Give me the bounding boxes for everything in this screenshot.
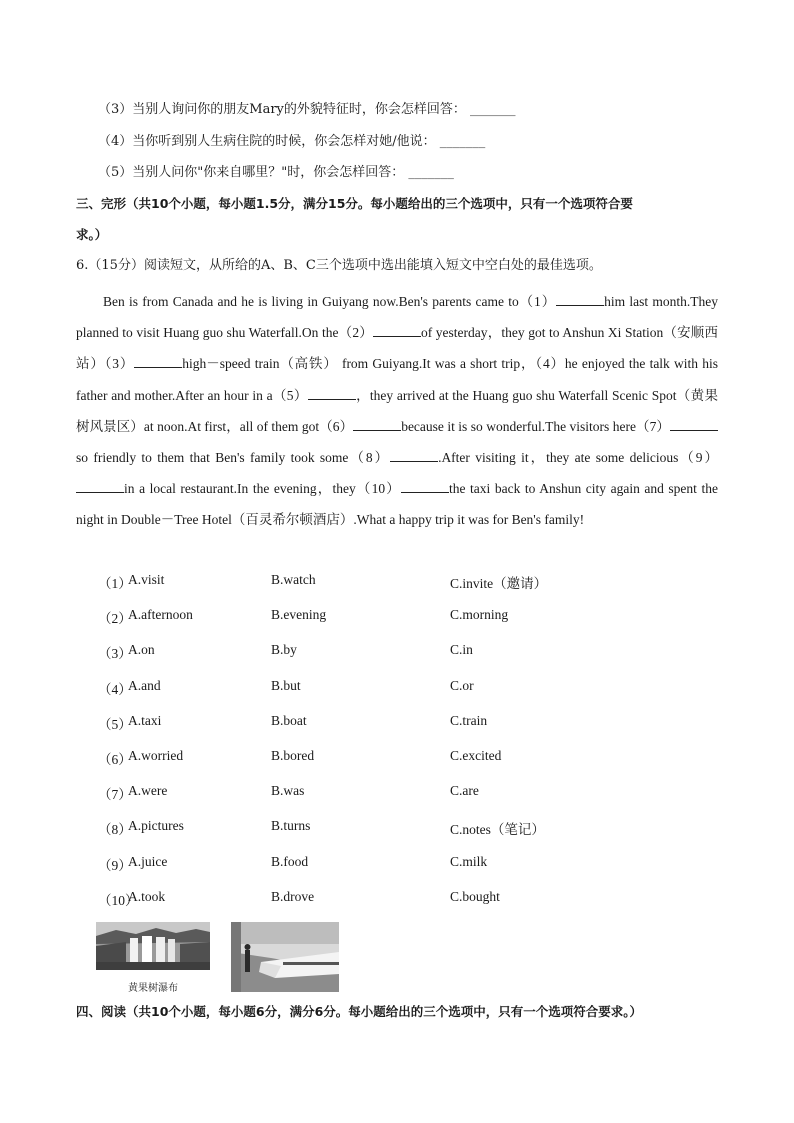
blank-9[interactable] (76, 480, 124, 493)
option-b[interactable]: B.boat (271, 712, 307, 728)
option-row (98, 818, 698, 836)
option-row (98, 854, 698, 872)
option-a[interactable]: A.took (128, 888, 166, 904)
blank-7[interactable] (670, 418, 718, 431)
section-3-heading-cont: 求。） (76, 227, 108, 242)
option-row (98, 713, 698, 731)
question-item-5: （5）当别人问你"你来自哪里？"时，你会怎样回答： _______ (98, 165, 454, 180)
option-a[interactable]: A.on (128, 642, 155, 658)
passage-text: of yesterday，they got to Anshun Xi Station（安顺西站）（3） (76, 325, 718, 372)
option-row (98, 607, 698, 625)
passage-text: Ben is from Canada and he is living in Guiyang now.Ben's parents came to（1） (103, 294, 557, 309)
option-row (98, 783, 698, 801)
option-a[interactable]: A.visit (128, 572, 165, 587)
option-a[interactable]: A.worried (128, 748, 184, 763)
option-c[interactable]: C.train (450, 712, 488, 728)
option-b[interactable]: B.by (271, 642, 297, 658)
option-row (98, 642, 698, 660)
option-row (98, 678, 698, 696)
option-b[interactable]: B.was (271, 783, 305, 799)
blank-5[interactable] (308, 387, 356, 400)
option-number: （9） (98, 857, 132, 873)
question-item-4: （4）当你听到别人生病住院的时候，你会怎样对她/他说： _______ (98, 134, 486, 149)
option-number: （8） (98, 822, 132, 838)
option-b[interactable]: B.watch (271, 572, 316, 587)
passage-text: ，they arrived at the Huang guo shu Waterfall Scenic Spot（黄果树风景区）at noon.At first，all of them got（6） (76, 387, 718, 434)
option-c[interactable]: C.in (450, 642, 473, 658)
option-number: （7） (98, 787, 132, 803)
option-c[interactable]: C.bought (450, 888, 500, 904)
blank-6[interactable] (353, 418, 401, 431)
option-b[interactable]: B.drove (271, 888, 315, 904)
option-row (98, 748, 698, 766)
option-number: （5） (98, 716, 132, 732)
passage-text: him last month.They planned to visit Huang guo shu Waterfall.On the（2） (76, 294, 718, 341)
option-b[interactable]: B.turns (271, 818, 311, 834)
passage-text: the taxi back to Anshun city again and spent the night in Double－Tree Hotel（百灵希尔顿酒店）.What a happy trip it was for Ben's family! (76, 481, 718, 528)
passage-text: high－speed train（高铁） from Guiyang.It was a short trip，（4） (182, 356, 565, 372)
cloze-passage (76, 286, 718, 536)
blank-8[interactable] (390, 449, 438, 462)
passage-text: because it is so wonderful.The visitors here（7） (401, 418, 671, 434)
blank-1[interactable] (556, 293, 604, 306)
passage-text: so friendly to them that Ben's family took some（8） (76, 450, 391, 466)
option-b[interactable]: B.food (271, 853, 309, 869)
option-number: （1） (98, 576, 132, 591)
train-photo (231, 922, 339, 992)
blank-10[interactable] (401, 480, 449, 493)
option-row (98, 889, 698, 907)
option-a[interactable]: A.were (128, 783, 168, 799)
option-b[interactable]: B.evening (271, 607, 327, 623)
option-a[interactable]: A.juice (128, 853, 168, 869)
option-c[interactable]: C.morning (450, 607, 509, 623)
passage-text: .After visiting it，they ate some delicious（9） (438, 450, 718, 466)
blank-3[interactable] (134, 355, 182, 368)
option-number: （2） (98, 611, 132, 627)
blank-2[interactable] (373, 324, 421, 337)
question-item-3: （3）当别人询问你的朋友Mary的外貌特征时，你会怎样回答： _______ (98, 102, 516, 117)
waterfall-caption: 黄果树瀑布 (128, 983, 178, 994)
passage-text: he enjoyed the talk with his father and mother.After an hour in a（5） (76, 356, 719, 403)
option-a[interactable]: A.and (128, 677, 161, 693)
waterfall-photo (96, 922, 210, 970)
section-3-heading: 三、完形（共10个小题，每小题1.5分，满分15分。每小题给出的三个选项中，只有一个选项符合要 (76, 196, 633, 211)
option-a[interactable]: A.taxi (128, 712, 162, 728)
option-number: （3） (98, 646, 132, 662)
option-number: （10） (98, 892, 139, 908)
option-number: （6） (98, 752, 132, 767)
option-number: （4） (98, 681, 132, 697)
option-c[interactable]: C.excited (450, 748, 502, 763)
question-6-intro: 6.（15分）阅读短文，从所给的A、B、C三个选项中选出能填入短文中空白处的最佳选项。 (76, 258, 602, 273)
option-c[interactable]: C.notes（笔记） (450, 822, 545, 838)
option-c[interactable]: C.are (450, 783, 479, 799)
option-b[interactable]: B.bored (271, 748, 315, 763)
option-c[interactable]: C.invite（邀请） (450, 576, 548, 591)
option-c[interactable]: C.or (450, 677, 474, 693)
option-b[interactable]: B.but (271, 677, 301, 693)
passage-text: in a local restaurant.In the evening，they（10） (124, 481, 401, 497)
option-a[interactable]: A.afternoon (128, 607, 193, 623)
option-c[interactable]: C.milk (450, 853, 488, 869)
option-row (98, 572, 698, 590)
section-4-heading: 四、阅读（共10个小题，每小题6分，满分6分。每小题给出的三个选项中，只有一个选项符合要求。） (76, 1004, 643, 1019)
option-a[interactable]: A.pictures (128, 818, 184, 834)
